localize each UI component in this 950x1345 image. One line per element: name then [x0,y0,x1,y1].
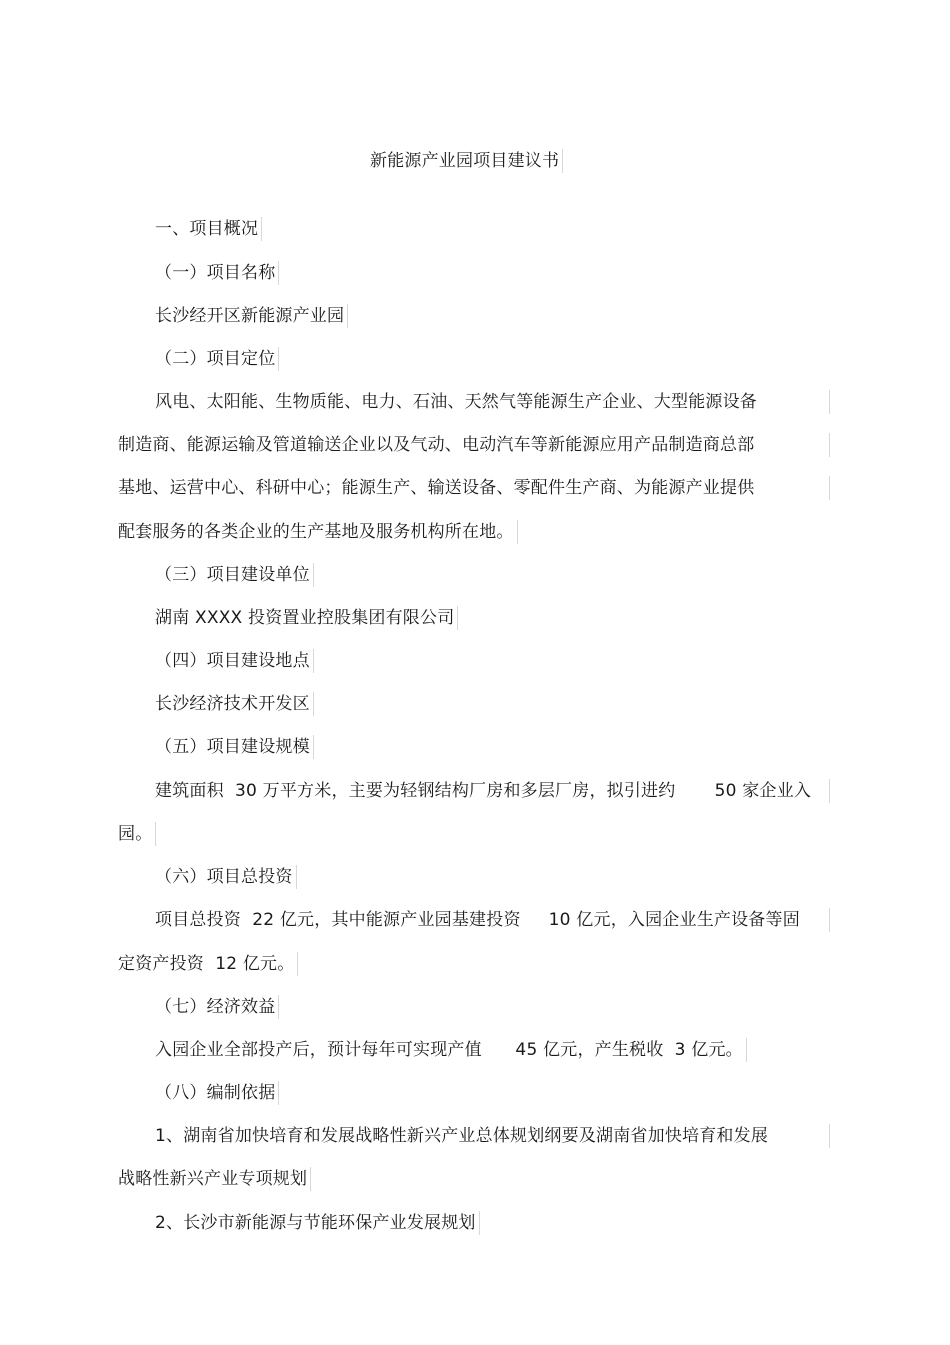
construction-unit-text: 湖南 XXXX 投资置业控股集团有限公司 [155,608,455,628]
section-heading-overview: 一、项目概况 [155,219,259,239]
heading-project-name: （一）项目名称 [155,263,276,283]
heading-economic-benefits: （七）经济效益 [155,997,276,1017]
basis-item-1-line-1: 1、湖南省加快培育和发展战略性新兴产业总体规划纲要及湖南省加快培育和发展 [155,1124,830,1148]
construction-scale-line-2: 园。 [118,824,153,844]
total-investment-line-1: 项目总投资 22 亿元，其中能源产业园基建投资 10 亿元，入园企业生产设备等固 [155,908,830,932]
project-name-text: 长沙经开区新能源产业园 [155,306,345,326]
heading-project-positioning: （二）项目定位 [155,349,276,369]
basis-item-2: 2、长沙市新能源与节能环保产业发展规划 [155,1213,476,1233]
total-investment-line-2: 定资产投资 12 亿元。 [118,954,295,974]
heading-construction-site: （四）项目建设地点 [155,651,310,671]
heading-total-investment: （六）项目总投资 [155,867,293,887]
positioning-text-line-4: 配套服务的各类企业的生产基地及服务机构所在地。 [118,522,514,542]
basis-item-1-line-2: 战略性新兴产业专项规划 [118,1169,308,1189]
document-title: 新能源产业园项目建议书 [370,151,560,171]
positioning-text-line-2: 制造商、能源运输及管道输送企业以及气动、电动汽车等新能源应用产品制造商总部 [118,433,830,457]
heading-construction-scale: （五）项目建设规模 [155,737,310,757]
construction-site-text: 长沙经济技术开发区 [155,694,310,714]
positioning-text-line-3: 基地、运营中心、科研中心；能源生产、输送设备、零配件生产商、为能源产业提供 [118,476,830,500]
heading-construction-unit: （三）项目建设单位 [155,565,310,585]
construction-scale-line-1: 建筑面积 30 万平方米，主要为轻钢结构厂房和多层厂房，拟引进约 50 家企业入 [155,779,830,803]
economic-benefits-text: 入园企业全部投产后，预计每年可实现产值 45 亿元，产生税收 3 亿元。 [155,1040,743,1060]
positioning-text-line-1: 风电、太阳能、生物质能、电力、石油、天然气等能源生产企业、大型能源设备 [155,390,830,414]
heading-basis: （八）编制依据 [155,1083,276,1103]
